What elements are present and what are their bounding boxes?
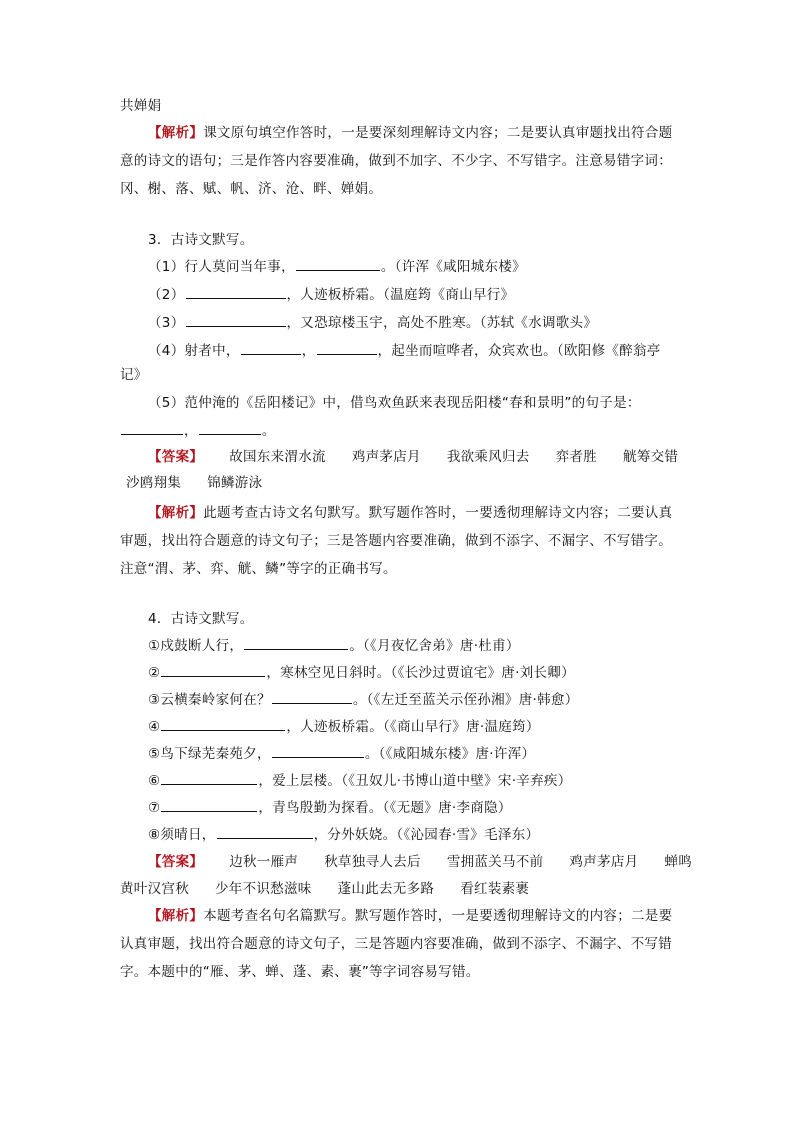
analysis1-line3: 冈、榭、落、赋、帆、济、沧、畔、婵娟。 <box>120 181 383 197</box>
answer-item: 雪拥蓝关马不前 <box>446 854 544 870</box>
q3-analysis-line1 <box>148 503 672 523</box>
answer-item: 觥筹交错 <box>623 449 679 465</box>
q4-item5 <box>148 743 535 764</box>
q3-analysis-text1: 此题考查古诗文名句默写。默写题作答时，一要透彻理解诗文内容；二要认真 <box>203 505 673 521</box>
analysis1-line1 <box>148 123 672 143</box>
q4-item7-text-b: ，青鸟殷勤为探看。（《无题》唐·李商隐） <box>258 800 512 816</box>
q3-answers-cont <box>126 473 288 493</box>
q3-item2 <box>148 284 514 305</box>
q4-item2-text-b: ，寒林空见日斜时。（《长沙过贾谊宅》唐·刘长卿） <box>266 665 575 681</box>
q3-analysis-line3: 注意“渭、茅、弈、觥、鳞”等字的正确书写。 <box>120 561 397 577</box>
blank-input <box>161 716 285 731</box>
q4-analysis-line1 <box>148 906 672 926</box>
answer-item: 黄叶汉宫秋 <box>120 881 189 897</box>
answer-item: 弈者胜 <box>555 449 598 465</box>
q4-analysis-line2: 认真审题，找出符合题意的诗文句子，三是答题内容要准确，做到不添字、不漏字、不写错 <box>120 936 672 952</box>
answer-item: 秋草独寻人去后 <box>324 854 421 870</box>
q4-item6 <box>148 770 572 791</box>
blank-input <box>244 635 348 650</box>
q3-item2-text-a: （2） <box>148 287 185 303</box>
q3-item5-comma: ， <box>184 423 198 439</box>
answer-item: 边秋一雁声 <box>229 854 299 870</box>
q3-item3 <box>148 312 597 333</box>
answer-tag: 【答案】 <box>148 449 204 465</box>
q3-item1-text-a: （1）行人莫问当年事， <box>148 259 295 275</box>
answer-item: 蓬山此去无多路 <box>337 881 435 897</box>
q4-item4 <box>148 716 540 737</box>
blank-input <box>317 340 377 355</box>
q3-title: 3．古诗文默写。 <box>148 232 254 248</box>
answer-item: 看红装素裹 <box>460 881 530 897</box>
answer-item: 故国东来渭水流 <box>229 449 326 465</box>
analysis-tag: 【解析】 <box>148 908 204 924</box>
q3-item3-text-a: （3） <box>148 315 185 331</box>
q4-item3 <box>148 689 579 710</box>
blank-input <box>296 256 380 271</box>
q3-item4 <box>148 340 661 361</box>
answer-item: 鸡声茅店月 <box>569 854 639 870</box>
q3-item4-cont: 记》 <box>120 367 148 383</box>
q4-item4-text-a: ④ <box>148 719 161 735</box>
q4-item8-text-b: ，分外妖娆。（《沁园春·雪》毛泽东） <box>313 827 540 843</box>
q4-item1-text-b: 。（《月夜忆舍弟》唐·杜甫） <box>349 638 520 654</box>
top-line: 共婵娟 <box>120 98 162 114</box>
q4-item7 <box>148 797 512 818</box>
q4-item6-text-a: ⑥ <box>148 773 161 789</box>
analysis-tag: 【解析】 <box>148 505 204 521</box>
answer-item: 沙鸥翔集 <box>126 475 182 491</box>
q4-item8-text-a: ⑧须晴日， <box>148 827 216 843</box>
q4-item7-text-a: ⑦ <box>148 800 161 816</box>
blank-input <box>161 662 265 677</box>
answer-item: 鸡声茅店月 <box>351 449 421 465</box>
q3-item4-text-a: （4）射者中， <box>148 343 240 359</box>
answer-item: 锦鳞游泳 <box>207 475 263 491</box>
q4-item1 <box>148 635 520 656</box>
q4-item3-text-b: 。（《左迁至蓝关示侄孙湘》唐·韩愈） <box>352 692 579 708</box>
q3-analysis-line2: 审题，找出符合题意的诗文句子；三是答题内容要准确，做到不添字、不漏字、不写错字。 <box>120 533 672 549</box>
q4-item8 <box>148 824 539 845</box>
q4-item5-text-a: ⑤鸟下绿芜秦苑夕， <box>148 746 271 762</box>
q4-analysis-line3: 字。本题中的“雁、茅、蝉、蓬、素、裹”等字词容易写错。 <box>120 964 480 980</box>
q3-item5-blanks <box>120 420 276 441</box>
q4-item2-text-a: ② <box>148 665 161 681</box>
blank-input <box>161 770 257 785</box>
blank-input <box>241 340 301 355</box>
q3-item2-text-b: ，人迹板桥霜。（温庭筠《商山早行》 <box>286 287 515 303</box>
q4-item4-text-b: ，人迹板桥霜。（《商山早行》唐·温庭筠） <box>286 719 540 735</box>
q3-item5: （5）范仲淹的《岳阳楼记》中，借鸟欢鱼跃来表现岳阳楼“春和景明”的句子是： <box>148 395 641 411</box>
q4-answers <box>148 852 718 872</box>
blank-input <box>186 284 286 299</box>
answer-tag: 【答案】 <box>148 854 204 870</box>
analysis1-text1: 课文原句填空作答时，一是要深刻理解诗文内容；二是要认真审题找出符合题 <box>203 125 673 141</box>
q4-answers-cont <box>120 879 555 899</box>
q3-item4-text-c: ，起坐而喧哗者，众宾欢也。（欧阳修《醉翁亭 <box>377 343 661 359</box>
blank-input <box>121 420 183 435</box>
q4-item2 <box>148 662 575 683</box>
blank-input <box>217 824 313 839</box>
q3-item1 <box>148 256 526 277</box>
q3-item1-text-b: 。（许浑《咸阳城东楼》 <box>380 259 526 275</box>
q4-item1-text-a: ①戍鼓断人行， <box>148 638 244 654</box>
q4-title: 4．古诗文默写。 <box>148 611 254 627</box>
answer-item: 蝉鸣 <box>664 854 693 870</box>
answer-item: 少年不识愁滋味 <box>215 881 312 897</box>
q4-analysis-text1: 本题考查名句名篇默写。默写题作答时，一是要透彻理解诗文的内容；二是要 <box>203 908 673 924</box>
q3-item5-period: 。 <box>261 423 276 439</box>
blank-input <box>161 797 257 812</box>
blank-input <box>272 743 364 758</box>
q4-item5-text-b: 。（《咸阳城东楼》唐·许浑） <box>364 746 536 762</box>
blank-input <box>199 420 261 435</box>
blank-input <box>186 312 286 327</box>
analysis1-line2: 意的诗文的语句；三是作答内容要准确，做到不加字、不少字、不写错字。注意易错字词： <box>120 153 672 169</box>
q3-answers <box>148 447 704 467</box>
q3-item4-text-b: ， <box>301 343 316 359</box>
answer-item: 我欲乘风归去 <box>446 449 530 465</box>
analysis-tag: 【解析】 <box>148 125 204 141</box>
q4-item3-text-a: ③云横秦岭家何在？ <box>148 692 271 708</box>
q4-item6-text-b: ，爱上层楼。（《丑奴儿·书博山道中壁》宋·辛弃疾） <box>258 773 572 789</box>
q3-item3-text-b: ，又恐琼楼玉宇，高处不胜寒。（苏轼《水调歌头》 <box>286 315 598 331</box>
blank-input <box>272 689 352 704</box>
